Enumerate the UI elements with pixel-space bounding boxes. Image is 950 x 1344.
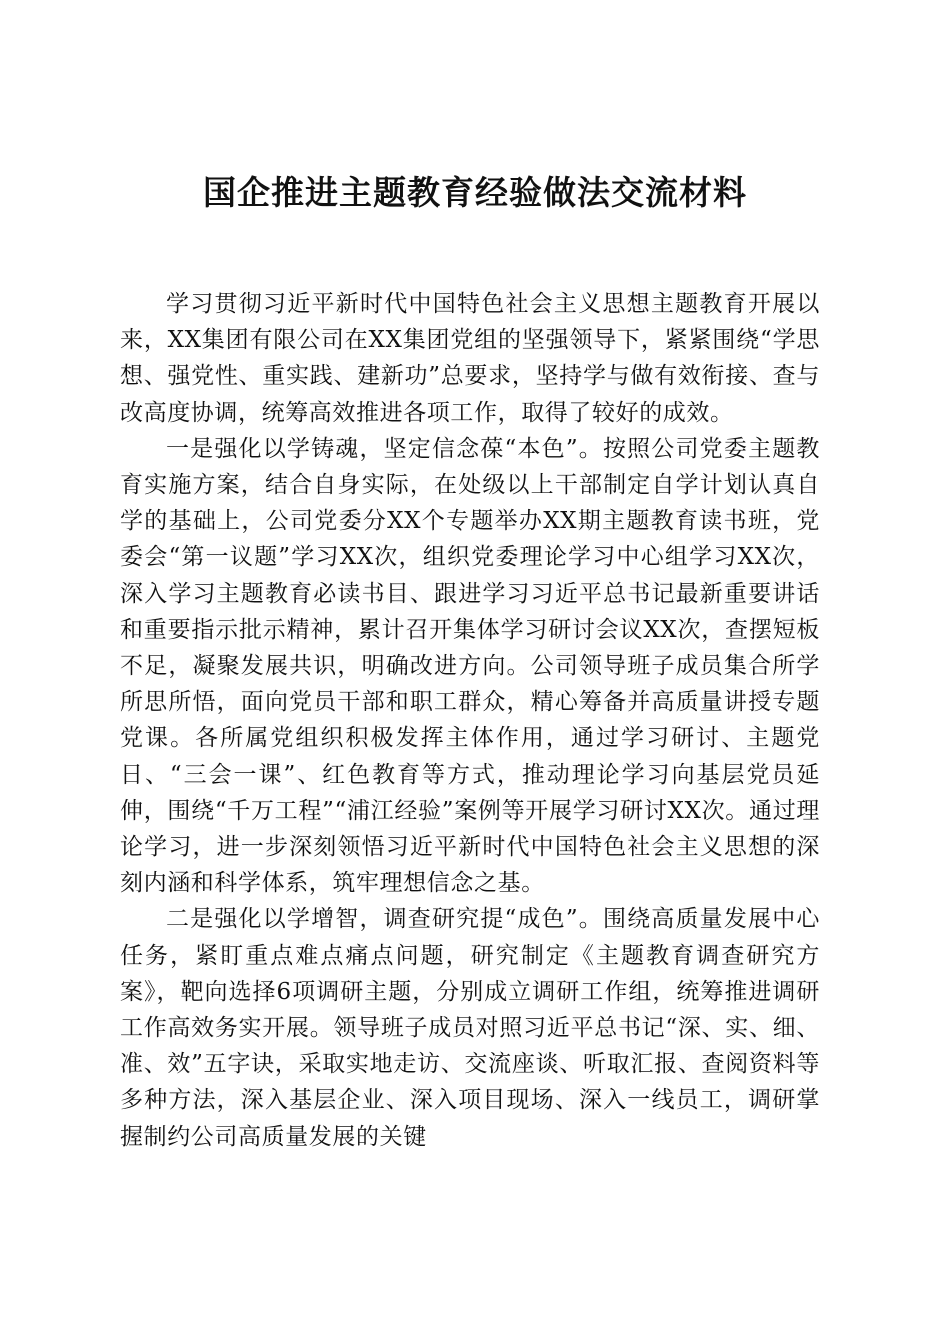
document-body [120, 286, 820, 1155]
paragraph-section-two: 二是强化以学增智，调查研究提“成色”。围绕高质量发展中心任务，紧盯重点难点痛点问题，研究制定《主题教育调查研究方案》，靶向选择6项调研主题，分别成立调研工作组，统筹推进调研工作高效务实开展。领导班子成员对照习近平总书记“深、实、细、准、效”五字诀，采取实地走访、交流座谈、听取汇报、查阅资料等多种方法，深入基层企业、深入项目现场、深入一线员工，调研掌握制约公司高质量发展的关键 [120, 906, 820, 1150]
paragraph-intro: 学习贯彻习近平新时代中国特色社会主义思想主题教育开展以来，XX集团有限公司在XX集团党组的坚强领导下，紧紧围绕“学思想、强党性、重实践、建新功”总要求，坚持学与做有效衔接、查与改高度协调，统筹高效推进各项工作，取得了较好的成效。 [120, 291, 820, 426]
document-title: 国企推进主题教育经验做法交流材料 [203, 173, 747, 212]
paragraph-section-one: 一是强化以学铸魂，坚定信念葆“本色”。按照公司党委主题教育实施方案，结合自身实际，在处级以上干部制定自学计划认真自学的基础上，公司党委分XX个专题举办XX期主题教育读书班，党委会“第一议题”学习XX次，组织党委理论学习中心组学习XX次，深入学习主题教育必读书目、跟进学习习近平总书记最新重要讲话和重要指示批示精神，累计召开集体学习研讨会议XX次，查摆短板不足，凝聚发展共识，明确改进方向。公司领导班子成员集合所学所思所悟，面向党员干部和职工群众，精心筹备并高质量讲授专题党课。各所属党组织积极发挥主体作用，通过学习研讨、主题党日、“三会一课”、红色教育等方式，推动理论学习向基层党员延伸，围绕“千万工程”“浦江经验”案例等开展学习研讨XX次。通过理论学习，进一步深刻领悟习近平新时代中国特色社会主义思想的深刻内涵和科学体系，筑牢理想信念之基。 [120, 435, 820, 897]
